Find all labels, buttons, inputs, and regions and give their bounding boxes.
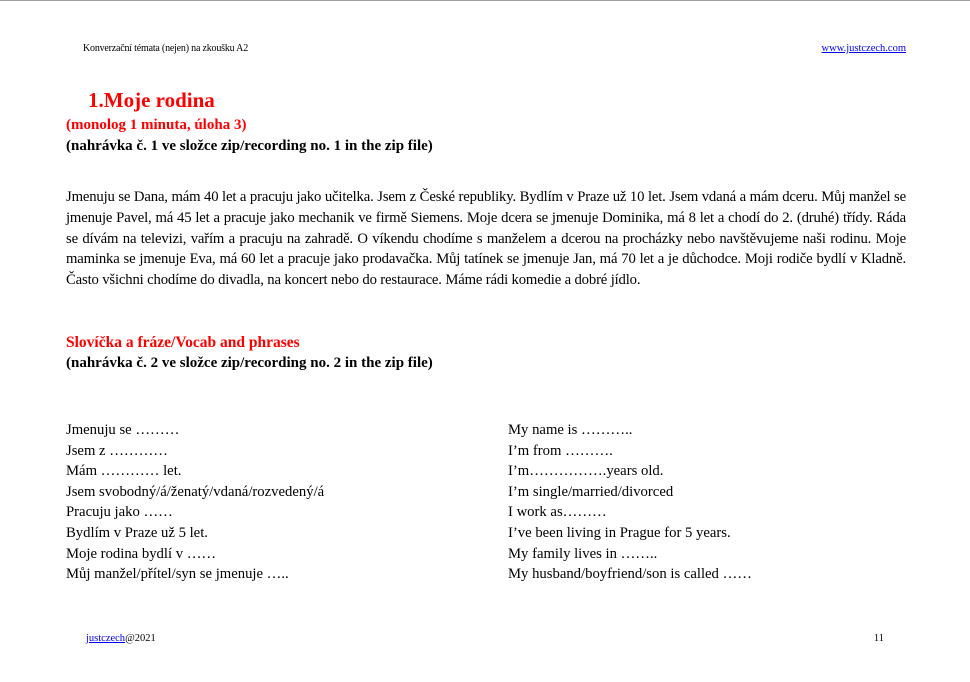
vocab-english-item: My name is ……….. <box>508 422 633 438</box>
monolog-subtitle: (monolog 1 minuta, úloha 3) <box>66 117 247 133</box>
page-top-border <box>0 0 970 1</box>
vocab-czech-item: Bydlím v Praze už 5 let. <box>66 524 208 541</box>
page-title: 1.Moje rodina <box>88 88 215 112</box>
vocab-english-item: My husband/boyfriend/son is called …… <box>508 566 752 583</box>
vocab-title: Slovíčka a fráze/Vocab and phrases <box>66 334 300 351</box>
vocab-czech-item: Jsem svobodný/á/ženatý/vdaná/rozvedený/á <box>66 483 325 500</box>
monolog-paragraph: Jmenuju se Dana, mám 40 let a pracuju jako učitelka. Jsem z České republiky. Bydlím v Praze už 10 let. Jsem vdaná a mám dceru. Můj manžel se jmenuje Pavel, má 45 let a pracuje jako mechanik ve firmě Siemens. Moje dcera se jmenuje Dominika, má 8 let a chodí do 2. (druhé) třídy. Ráda se dívám na televizi, vařím a pracuju na zahradě. O víkendu chodíme s manželem a dcerou na procházky nebo navštěvujeme naši rodinu. Moje maminka se jmenuje Eva, má 60 let a pracuje jako prodavačka. Můj tatínek se jmenuje Jan, má 70 let a je důchodce. Moji rodiče bydlí v Kladně. Často všichni chodíme do divadla, na koncert nebo do restaurace. Máme rádi komedie a dobré jídlo. <box>66 189 906 289</box>
footer-credit <box>86 633 156 644</box>
vocab-english-item: I’ve been living in Prague for 5 years. <box>508 524 731 541</box>
footer-copyright: @2021 <box>125 633 156 644</box>
vocab-czech-item: Mám ………… let. <box>66 463 182 480</box>
vocab-english-item: I’m single/married/divorced <box>508 483 674 500</box>
vocab-english-item: My family lives in …….. <box>508 545 658 562</box>
vocab-english-column <box>508 420 752 585</box>
recording-subtitle: (nahrávka č. 1 ve složce zip/recording no. 1 in the zip file) <box>66 138 433 154</box>
vocab-recording-subtitle: (nahrávka č. 2 ve složce zip/recording no. 2 in the zip file) <box>66 355 433 371</box>
vocab-english-item: I’m from ………. <box>508 442 613 459</box>
vocab-english-item: I work as……… <box>508 504 607 521</box>
vocab-czech-item: Pracuju jako …… <box>66 504 173 521</box>
vocab-czech-item: Moje rodina bydlí v …… <box>66 545 217 562</box>
vocab-czech-column <box>66 420 324 585</box>
page-number: 11 <box>873 633 884 644</box>
vocab-czech-item: Jmenuju se ……… <box>66 422 180 438</box>
vocab-czech-item: Jsem z ………… <box>66 442 168 459</box>
vocab-czech-item: Můj manžel/přítel/syn se jmenuje ….. <box>66 566 289 583</box>
footer-link[interactable]: justczech <box>86 633 126 644</box>
header-website-link[interactable]: www.justczech.com <box>821 43 906 54</box>
vocab-english-item: I’m…………….years old. <box>508 463 664 480</box>
header-title: Konverzační témata (nejen) na zkoušku A2 <box>83 43 248 54</box>
